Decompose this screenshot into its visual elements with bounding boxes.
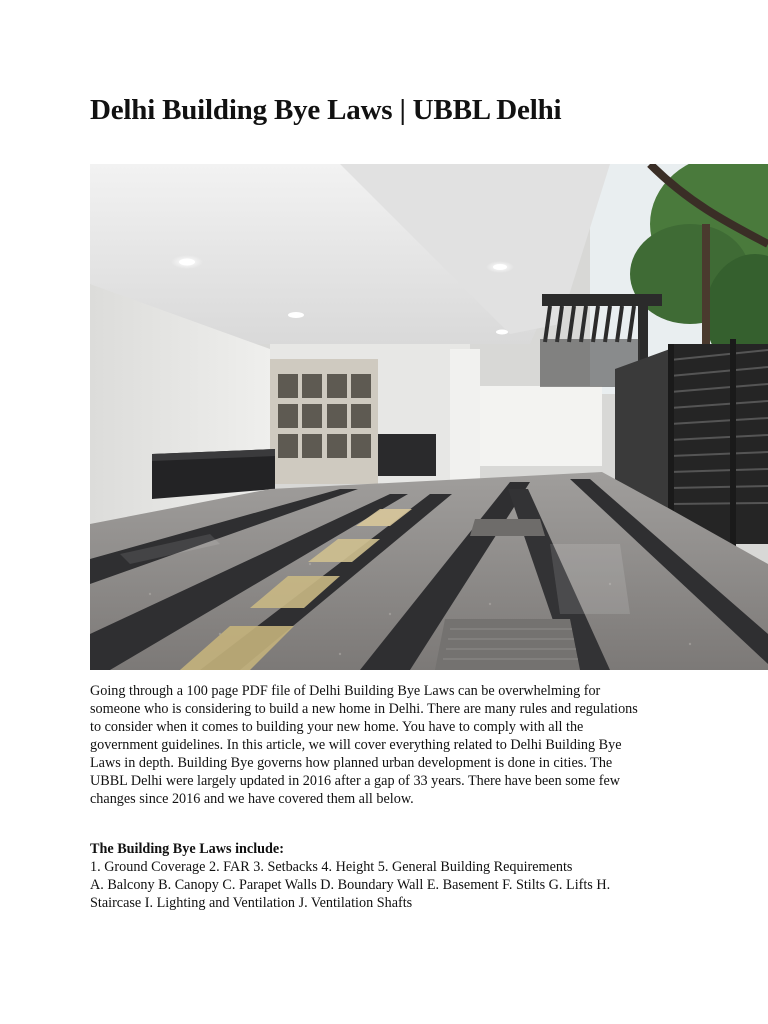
section-line: A. Balcony B. Canopy C. Parapet Walls D. Boundary Wall E. Basement F. Stilts G. Lifts H.: [90, 877, 611, 893]
intro-line: Going through a 100 page PDF file of Delhi Building Bye Laws can be overwhelming for: [90, 683, 601, 699]
section-line: Staircase I. Lighting and Ventilation J. Ventilation Shafts: [90, 895, 413, 911]
intro-line: to consider when it comes to building your new home. You have to comply with all the: [90, 719, 584, 735]
intro-line: someone who is considering to build a new home in Delhi. There are many rules and regulations: [90, 701, 638, 717]
section-heading: The Building Bye Laws include:: [90, 841, 284, 857]
intro-paragraph: [90, 682, 690, 808]
intro-line: changes since 2016 and we have covered them all below.: [90, 791, 414, 807]
section-line: 1. Ground Coverage 2. FAR 3. Setbacks 4. Height 5. General Building Requirements: [90, 859, 573, 875]
intro-line: government guidelines. In this article, we will cover everything related to Delhi Building Bye: [90, 737, 622, 753]
intro-line: UBBL Delhi were largely updated in 2016 after a gap of 33 years. There have been some few: [90, 773, 621, 789]
page-title: Delhi Building Bye Laws | UBBL Delhi: [90, 94, 562, 126]
intro-line: Laws in depth. Building Bye governs how planned urban development is done in cities. The: [90, 755, 613, 771]
hero-photo: [90, 164, 768, 670]
bye-laws-section: [90, 840, 710, 912]
